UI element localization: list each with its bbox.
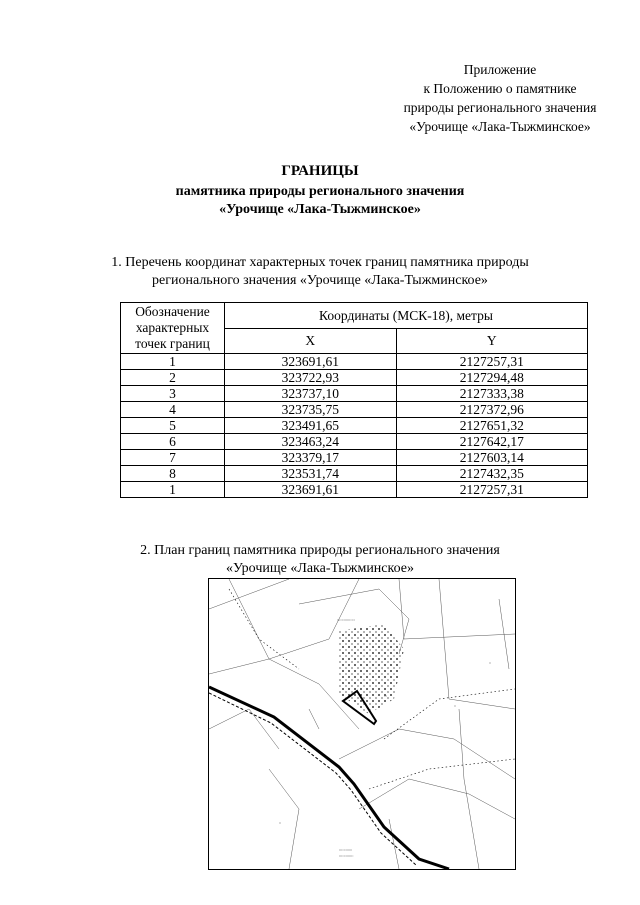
coordinates-table	[120, 302, 588, 498]
appendix-line-4: «Урочище «Лака-Тыжминское»	[409, 119, 591, 134]
document-title: ГРАНИЦЫ	[281, 163, 359, 179]
document-subtitle-1: памятника природы регионального значения	[175, 184, 465, 199]
road	[209, 687, 449, 869]
point-cell: 1	[121, 482, 225, 498]
y-header: Y	[396, 329, 587, 354]
y-cell: 2127257,31	[396, 482, 587, 498]
coordinates-header: Координаты (МСК-18), метры	[225, 303, 588, 329]
point-cell: 2	[121, 370, 225, 386]
table-row	[121, 370, 588, 386]
appendix-line-1: Приложение	[463, 62, 537, 77]
table-row	[121, 354, 588, 370]
point-cell: 5	[121, 418, 225, 434]
y-cell: 2127294,48	[396, 370, 587, 386]
parcel-lines	[209, 579, 515, 869]
x-cell: 323379,17	[225, 450, 397, 466]
table-row	[121, 386, 588, 402]
appendix-line-3: природы регионального значения	[403, 100, 597, 115]
section-1-line-1: 1. Перечень координат характерных точек границ памятника природы	[111, 255, 529, 270]
x-cell: 323463,24	[225, 434, 397, 450]
x-cell: 323531,74	[225, 466, 397, 482]
table-row	[121, 418, 588, 434]
document-subtitle-2: «Урочище «Лака-Тыжминское»	[219, 202, 421, 217]
y-cell: 2127642,17	[396, 434, 587, 450]
x-cell: 323735,75	[225, 402, 397, 418]
point-header-line-3: точек границ	[135, 336, 210, 351]
svg-text:::: ::	[489, 660, 492, 665]
x-cell: 323722,93	[225, 370, 397, 386]
point-cell: 4	[121, 402, 225, 418]
table-row	[121, 450, 588, 466]
table-row	[121, 402, 588, 418]
y-cell: 2127651,32	[396, 418, 587, 434]
appendix-header	[380, 60, 620, 136]
table-row	[121, 482, 588, 498]
appendix-line-2: к Положению о памятнике	[423, 81, 577, 96]
table-row	[121, 434, 588, 450]
section-1-heading	[0, 254, 640, 290]
section-1-line-2: регионального значения «Урочище «Лака-Тыжминское»	[152, 273, 488, 288]
y-cell: 2127603,14	[396, 450, 587, 466]
x-cell: 323691,61	[225, 354, 397, 370]
y-cell: 2127257,31	[396, 354, 587, 370]
svg-text:::::::::::::: ::::::::::::	[339, 847, 353, 852]
svg-text:::::::::::::::::: ::::::::::::::::	[337, 617, 355, 622]
y-cell: 2127333,38	[396, 386, 587, 402]
boundary-plan-map	[208, 578, 516, 870]
point-designation-header	[121, 303, 225, 354]
point-cell: 6	[121, 434, 225, 450]
table-row	[121, 466, 588, 482]
point-cell: 8	[121, 466, 225, 482]
x-cell: 323737,10	[225, 386, 397, 402]
x-cell: 323691,61	[225, 482, 397, 498]
point-header-line-2: характерных	[135, 320, 210, 335]
y-cell: 2127432,35	[396, 466, 587, 482]
section-2-heading	[0, 542, 640, 578]
point-cell: 3	[121, 386, 225, 402]
forest-area	[339, 624, 404, 714]
coordinates-rows	[121, 354, 588, 498]
section-2-line-2: «Урочище «Лака-Тыжминское»	[226, 561, 414, 576]
point-cell: 7	[121, 450, 225, 466]
point-cell: 1	[121, 354, 225, 370]
section-2-line-1: 2. План границ памятника природы регионального значения	[140, 543, 500, 558]
svg-text::::::::::::::: :::::::::::::	[339, 853, 354, 858]
x-cell: 323491,65	[225, 418, 397, 434]
y-cell: 2127372,96	[396, 402, 587, 418]
x-header: X	[225, 329, 397, 354]
svg-text::::: :::	[384, 693, 388, 698]
plan-map-graphic	[209, 579, 515, 869]
svg-text:::: ::	[279, 820, 282, 825]
point-header-line-1: Обозначение	[135, 304, 210, 319]
svg-text:::: ::	[454, 703, 457, 708]
